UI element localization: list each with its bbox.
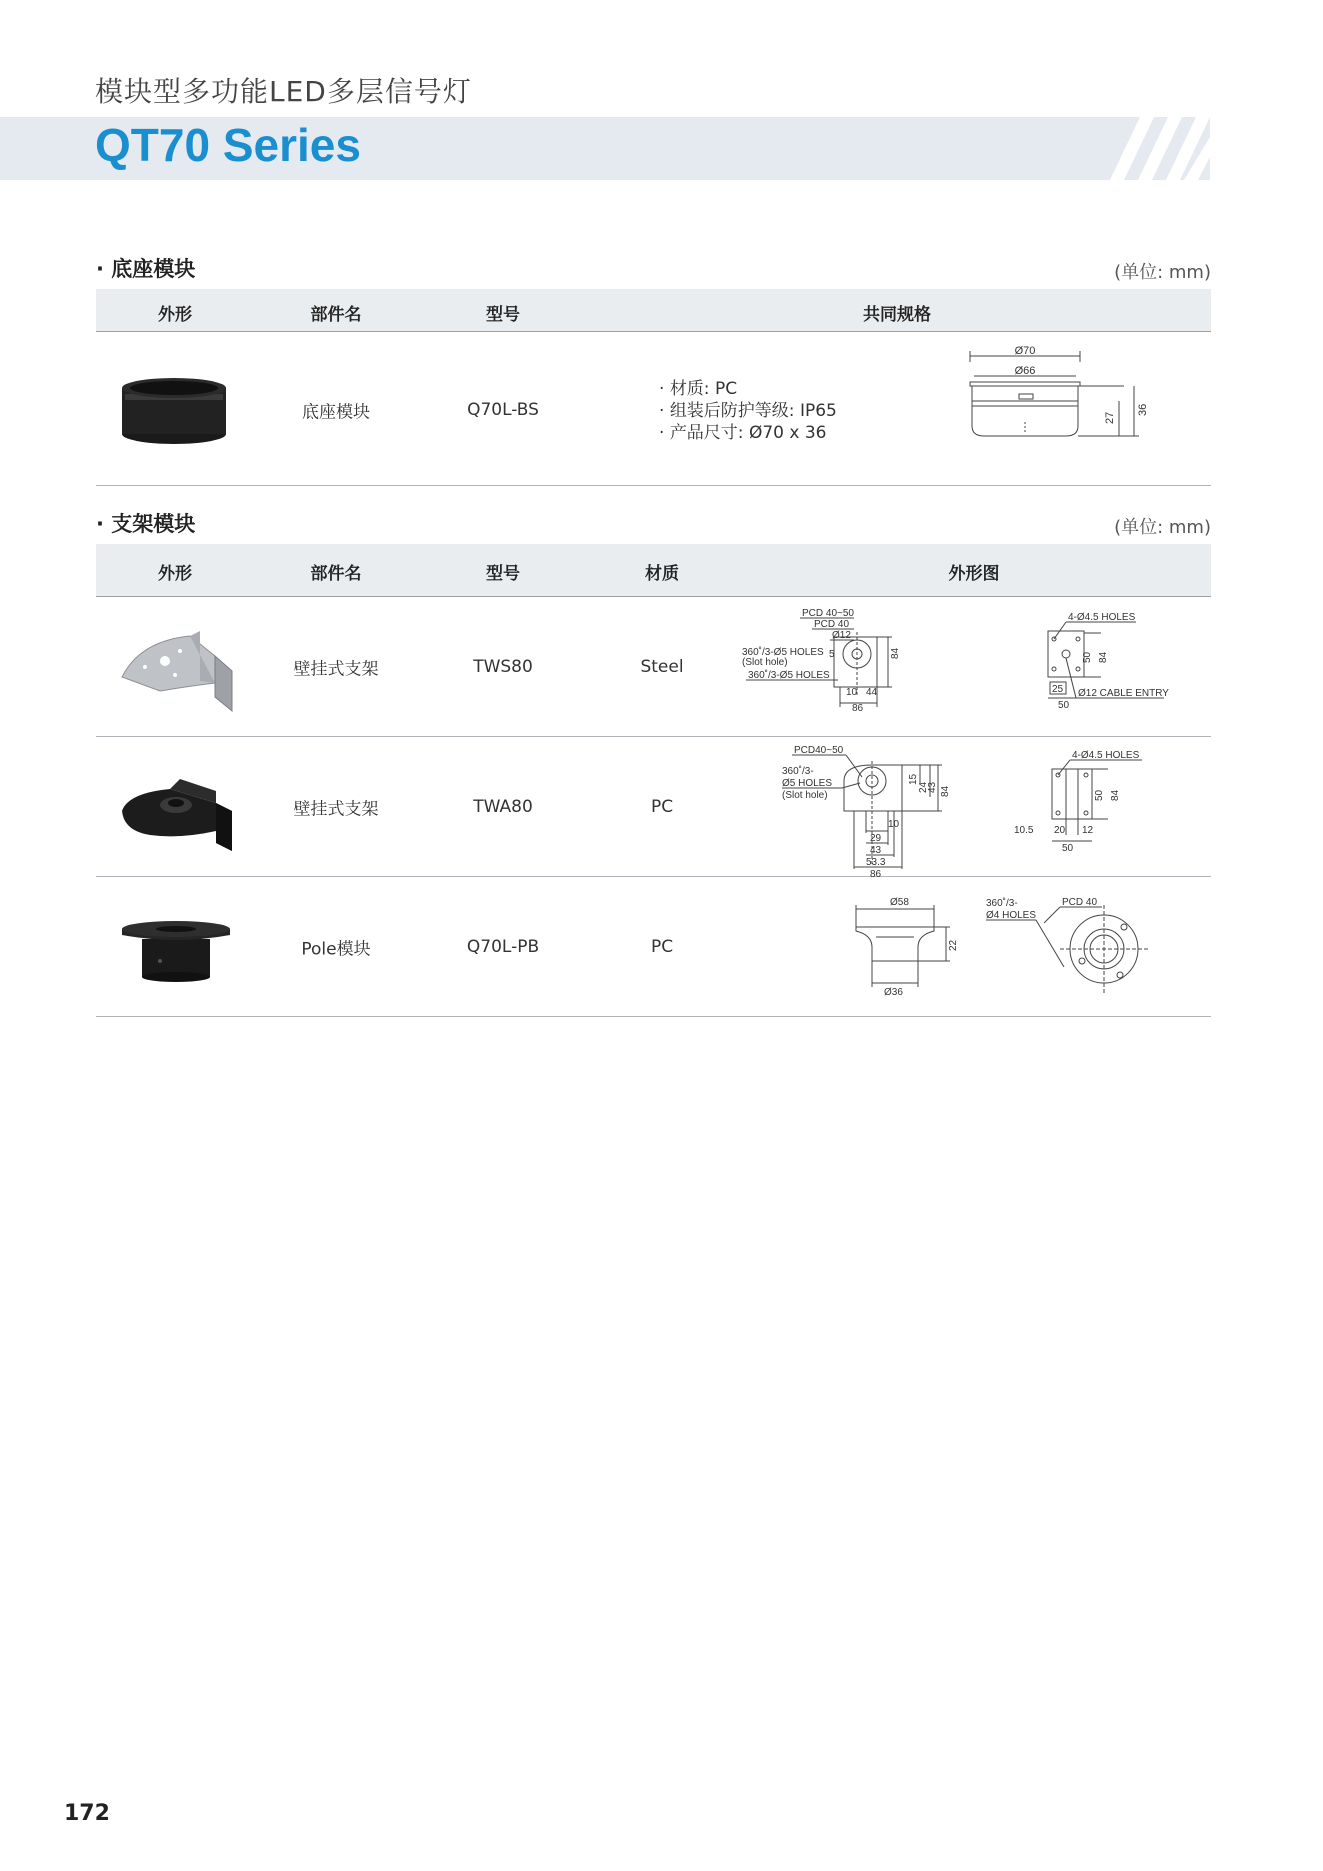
twa80-material: PC: [650, 797, 674, 817]
label-44: 44: [866, 687, 878, 698]
label-84v: 84: [1110, 789, 1121, 801]
col-part-name: 部件名: [310, 305, 362, 325]
col-model: 型号: [486, 305, 520, 325]
label-86: 86: [870, 869, 882, 880]
label-50h: 50: [1058, 700, 1070, 711]
label-84v: 84: [1098, 651, 1109, 663]
spec-ip-rating: · 组装后防护等级: IP65: [659, 400, 837, 422]
tws80-model: TWS80: [473, 657, 533, 677]
series-title: QT70 Series: [95, 119, 361, 171]
pole-side-drawing: [846, 897, 966, 997]
dim-36: 36: [1137, 403, 1149, 416]
tws80-material: Steel: [640, 657, 684, 677]
label-22: 22: [948, 939, 959, 951]
label-holes-2: Ø4 HOLES: [986, 910, 1037, 921]
table-header-bracket: [96, 544, 1211, 597]
spec-material: · 材质: PC: [659, 378, 837, 400]
label-side-holes: 4-Ø4.5 HOLES: [1068, 612, 1136, 623]
twa80-side-drawing: [1014, 745, 1204, 857]
unit-label-bracket: (单位: mm): [1114, 517, 1211, 538]
dim-d66: Ø66: [1014, 365, 1036, 377]
label-84: 84: [940, 785, 951, 797]
label-10: 10: [846, 687, 858, 698]
pole-model: Q70L-PB: [466, 937, 540, 957]
dim-d70: Ø70: [1014, 345, 1036, 357]
table-row-tws80: [96, 597, 1211, 737]
label-slot-holes: 360˚/3-Ø5 HOLES: [742, 647, 824, 658]
spec-size: · 产品尺寸: Ø70 x 36: [659, 422, 837, 444]
col-drawing: 外形图: [948, 564, 1000, 584]
label-pcd: PCD 40: [1062, 897, 1098, 908]
label-d12: Ø12: [832, 630, 851, 641]
pole-module-image: [120, 917, 232, 982]
label-holes-1: 360˚/3-: [986, 898, 1018, 909]
pole-part-name: Pole模块: [301, 939, 371, 960]
twa80-front-drawing: [782, 741, 1012, 880]
dim-27: 27: [1104, 411, 1116, 424]
label-50h: 50: [1062, 843, 1074, 854]
col-material: 材质: [645, 564, 679, 584]
tws80-image: [120, 631, 238, 713]
table-header-base: [96, 289, 1211, 332]
label-43: 43: [870, 845, 882, 856]
label-slot-hole: (Slot hole): [742, 657, 788, 668]
label-holes-1: 360˚/3-: [782, 766, 814, 777]
pole-top-circle: [1046, 897, 1166, 997]
label-5: 5: [829, 649, 835, 660]
base-part-name: 底座模块: [302, 402, 370, 423]
label-12: 12: [1082, 825, 1094, 836]
table-row-base: [96, 332, 1211, 486]
base-dimension-drawing: [964, 346, 1164, 471]
base-module-image: [118, 372, 230, 447]
label-10: 10: [888, 819, 900, 830]
page-subtitle: 模块型多功能LED多层信号灯: [95, 75, 472, 108]
label-43v: 43: [927, 781, 938, 793]
label-holes: 360˚/3-Ø5 HOLES: [748, 670, 830, 681]
label-25: 25: [1052, 684, 1064, 695]
label-86: 86: [852, 703, 864, 714]
tws80-part-name: 壁挂式支架: [293, 659, 379, 680]
col-model: 型号: [486, 564, 520, 584]
tws80-side-drawing: [1036, 611, 1211, 711]
label-50v: 50: [1094, 789, 1105, 801]
col-appearance: 外形: [158, 564, 192, 584]
label-50v: 50: [1082, 651, 1093, 663]
label-cable-entry: Ø12 CABLE ENTRY: [1078, 688, 1169, 699]
twa80-model: TWA80: [473, 797, 533, 817]
page-number: 172: [64, 1801, 110, 1826]
section-title-base: · 底座模块: [96, 257, 196, 281]
twa80-image: [120, 771, 238, 853]
section-title-bracket: · 支架模块: [96, 512, 196, 536]
label-side-holes: 4-Ø4.5 HOLES: [1072, 750, 1140, 761]
label-d36: Ø36: [884, 987, 903, 998]
label-10-5: 10.5: [1014, 825, 1034, 836]
label-pcd-range: PCD40~50: [794, 745, 844, 756]
base-model: Q70L-BS: [467, 400, 539, 420]
pole-material: PC: [650, 937, 674, 957]
label-53-3: 53.3: [866, 857, 886, 868]
twa80-part-name: 壁挂式支架: [293, 799, 379, 820]
label-15: 15: [908, 773, 919, 785]
label-d58: Ø58: [890, 897, 909, 908]
tws80-front-drawing: [742, 607, 1012, 717]
label-20: 20: [1054, 825, 1066, 836]
banner-stripes-decoration: [1080, 117, 1210, 180]
label-84: 84: [890, 647, 901, 659]
label-holes-2: Ø5 HOLES: [782, 778, 833, 789]
label-pcd-range: PCD 40~50: [802, 608, 854, 619]
label-29: 29: [870, 833, 882, 844]
label-pcd: PCD 40: [814, 619, 850, 630]
col-part-name: 部件名: [310, 564, 362, 584]
label-24: 24: [918, 781, 929, 793]
col-common-spec: 共同规格: [863, 305, 931, 325]
base-specs: [659, 378, 837, 444]
label-holes-3: (Slot hole): [782, 790, 828, 801]
col-appearance: 外形: [158, 305, 192, 325]
table-row-q70l-pb: [96, 877, 1211, 1017]
table-row-twa80: [96, 737, 1211, 880]
unit-label-base: (单位: mm): [1114, 262, 1211, 283]
